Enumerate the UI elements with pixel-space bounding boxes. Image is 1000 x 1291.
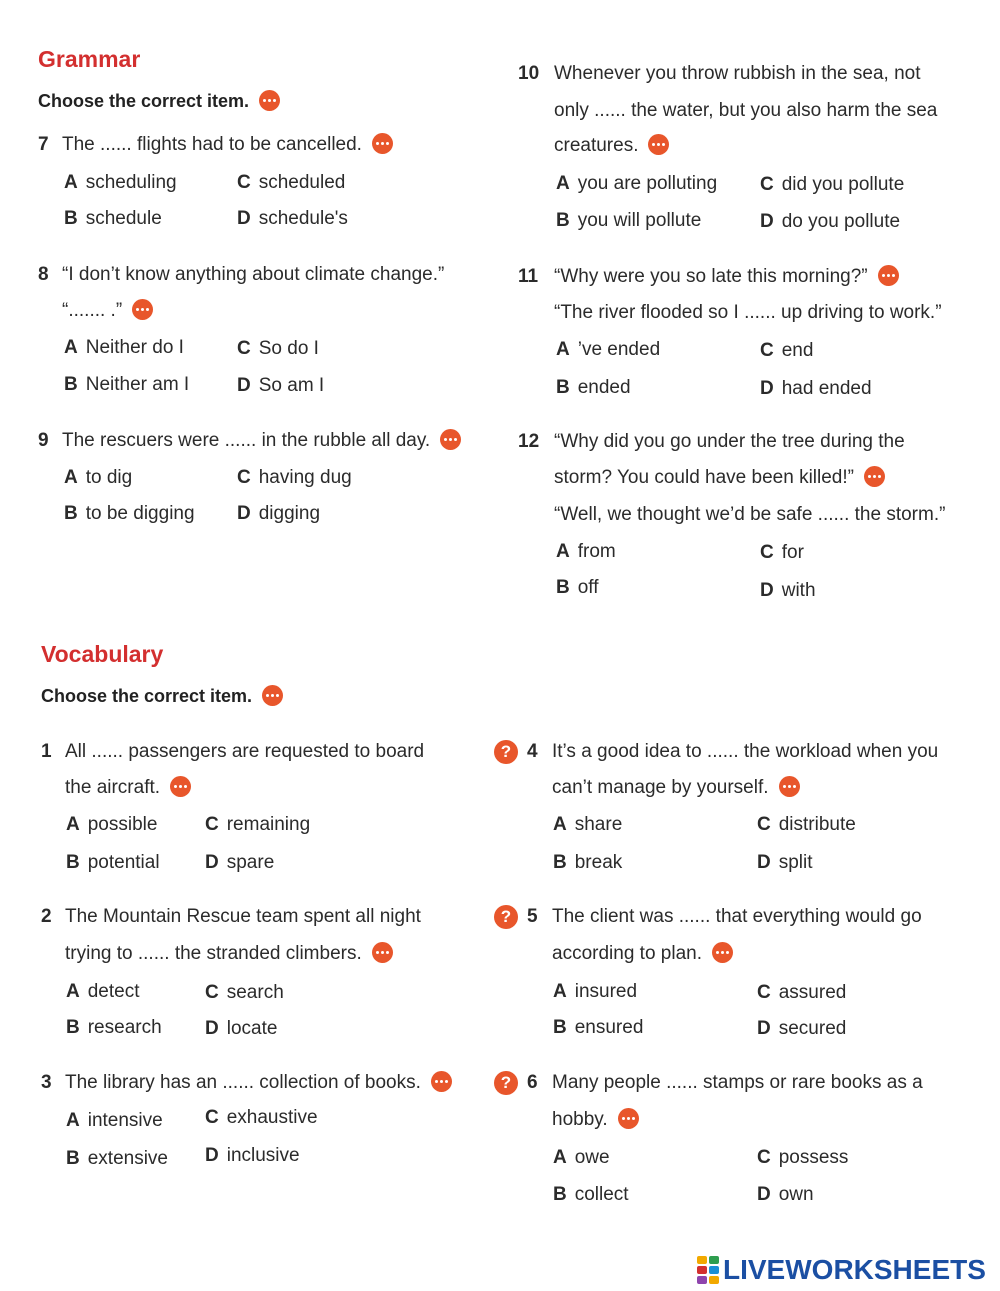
option-b[interactable]: B to be digging [64, 503, 195, 524]
help-question-icon[interactable]: ? [494, 1071, 518, 1095]
option-a[interactable]: A from [556, 541, 616, 562]
audio-dots-icon[interactable] [618, 1108, 639, 1129]
question-text: The client was ...... that everything would go [552, 906, 922, 927]
option-c[interactable]: C having dug [237, 467, 352, 488]
question-number: 3 [41, 1072, 52, 1093]
option-b[interactable]: B potential [66, 852, 160, 873]
audio-dots-icon[interactable] [779, 776, 800, 797]
option-b[interactable]: B you will pollute [556, 210, 702, 231]
option-a[interactable]: A detect [66, 981, 140, 1002]
question-number: 9 [38, 430, 49, 451]
question-text: can’t manage by yourself. [552, 776, 800, 800]
question-text: “The river flooded so I ...... up driving to work.” [554, 302, 942, 323]
question-text: hobby. [552, 1108, 639, 1132]
option-d[interactable]: D spare [205, 852, 275, 873]
option-d[interactable]: D split [757, 852, 813, 873]
audio-dots-icon[interactable] [372, 133, 393, 154]
option-c[interactable]: C did you pollute [760, 174, 905, 195]
vocabulary-instruction [41, 685, 283, 707]
option-d[interactable]: D schedule's [237, 208, 348, 229]
option-b[interactable]: B ensured [553, 1017, 644, 1038]
question-number: 2 [41, 906, 52, 927]
question-text: The library has an ...... collection of books. [65, 1071, 452, 1095]
question-text: “....... .” [62, 299, 153, 323]
option-c[interactable]: C possess [757, 1147, 849, 1168]
option-b[interactable]: B off [556, 577, 599, 598]
option-a[interactable]: A Neither do I [64, 337, 184, 358]
question-number: 1 [41, 741, 52, 762]
option-a[interactable]: A you are polluting [556, 173, 718, 194]
question-text: “Well, we thought we’d be safe ...... the storm.” [554, 504, 946, 525]
option-d[interactable]: D inclusive [205, 1145, 300, 1166]
question-text: the aircraft. [65, 776, 191, 800]
option-c[interactable]: C remaining [205, 814, 311, 835]
option-c[interactable]: C exhaustive [205, 1107, 318, 1128]
question-text: The rescuers were ...... in the rubble all day. [62, 429, 461, 453]
help-question-icon[interactable]: ? [494, 740, 518, 764]
option-c[interactable]: C for [760, 542, 804, 563]
option-a[interactable]: A to dig [64, 467, 133, 488]
logo-text: LIVEWORKSHEETS [723, 1254, 986, 1285]
question-number: 10 [518, 63, 540, 84]
option-d[interactable]: D locate [205, 1018, 278, 1039]
option-c[interactable]: C search [205, 982, 284, 1003]
instruction-text: Choose the correct item. [38, 91, 250, 111]
audio-dots-icon[interactable] [440, 429, 461, 450]
grammar-instruction [38, 90, 280, 112]
question-text: All ...... passengers are requested to board [65, 741, 425, 762]
option-d[interactable]: D own [757, 1184, 814, 1205]
grammar-title: Grammar [38, 46, 141, 72]
option-b[interactable]: B schedule [64, 208, 162, 229]
option-c[interactable]: C scheduled [237, 172, 346, 193]
vocabulary-title: Vocabulary [41, 641, 164, 667]
option-d[interactable]: D with [760, 580, 816, 601]
question-number: 4 [527, 741, 538, 762]
question-number: 12 [518, 431, 540, 452]
option-d[interactable]: D do you pollute [760, 211, 901, 232]
audio-dots-icon[interactable] [431, 1071, 452, 1092]
option-d[interactable]: D So am I [237, 375, 325, 396]
question-text: “I don’t know anything about climate change.” [62, 264, 445, 285]
option-a[interactable]: A share [553, 814, 623, 835]
option-a[interactable]: A insured [553, 981, 638, 1002]
question-text: The ...... flights had to be cancelled. [62, 133, 393, 157]
audio-dots-icon[interactable] [259, 90, 280, 111]
question-number: 7 [38, 134, 49, 155]
question-text: Whenever you throw rubbish in the sea, not [554, 63, 921, 84]
question-number: 11 [518, 266, 539, 287]
option-b[interactable]: B ended [556, 377, 631, 398]
question-text: It’s a good idea to ...... the workload when you [552, 741, 939, 762]
option-b[interactable]: B extensive [66, 1148, 169, 1169]
option-b[interactable]: B Neither am I [64, 374, 190, 395]
option-c[interactable]: C end [760, 340, 814, 361]
question-text: “Why did you go under the tree during the [554, 431, 905, 452]
option-a[interactable]: A scheduling [64, 172, 177, 193]
question-text: “Why were you so late this morning?” [554, 265, 899, 289]
option-c[interactable]: C distribute [757, 814, 856, 835]
option-b[interactable]: B break [553, 852, 623, 873]
option-d[interactable]: D digging [237, 503, 321, 524]
audio-dots-icon[interactable] [712, 942, 733, 963]
option-d[interactable]: D had ended [760, 378, 872, 399]
question-text: trying to ...... the stranded climbers. [65, 942, 393, 966]
question-text: only ...... the water, but you also harm the sea [554, 100, 938, 121]
question-text: creatures. [554, 134, 669, 158]
option-c[interactable]: C So do I [237, 338, 319, 359]
option-a[interactable]: A ’ve ended [556, 339, 661, 360]
option-d[interactable]: D secured [757, 1018, 847, 1039]
option-c[interactable]: C assured [757, 982, 847, 1003]
question-number: 6 [527, 1072, 538, 1093]
question-number: 8 [38, 264, 49, 285]
option-b[interactable]: B research [66, 1017, 162, 1038]
question-text: Many people ...... stamps or rare books as a [552, 1072, 923, 1093]
liveworksheets-logo [697, 1254, 986, 1286]
question-text: according to plan. [552, 942, 733, 966]
audio-dots-icon[interactable] [262, 685, 283, 706]
question-text: The Mountain Rescue team spent all night [65, 906, 421, 927]
audio-dots-icon[interactable] [878, 265, 899, 286]
audio-dots-icon[interactable] [170, 776, 191, 797]
instruction-text: Choose the correct item. [41, 686, 253, 706]
question-number: 5 [527, 906, 538, 927]
option-a[interactable]: A owe [553, 1147, 610, 1168]
audio-dots-icon[interactable] [864, 466, 885, 487]
audio-dots-icon[interactable] [648, 134, 669, 155]
help-question-icon[interactable]: ? [494, 905, 518, 929]
option-a[interactable]: A possible [66, 814, 158, 835]
audio-dots-icon[interactable] [132, 299, 153, 320]
audio-dots-icon[interactable] [372, 942, 393, 963]
logo-mark-icon [697, 1256, 719, 1284]
option-a[interactable]: A intensive [66, 1110, 163, 1131]
question-text: storm? You could have been killed!” [554, 466, 885, 490]
option-b[interactable]: B collect [553, 1184, 629, 1205]
